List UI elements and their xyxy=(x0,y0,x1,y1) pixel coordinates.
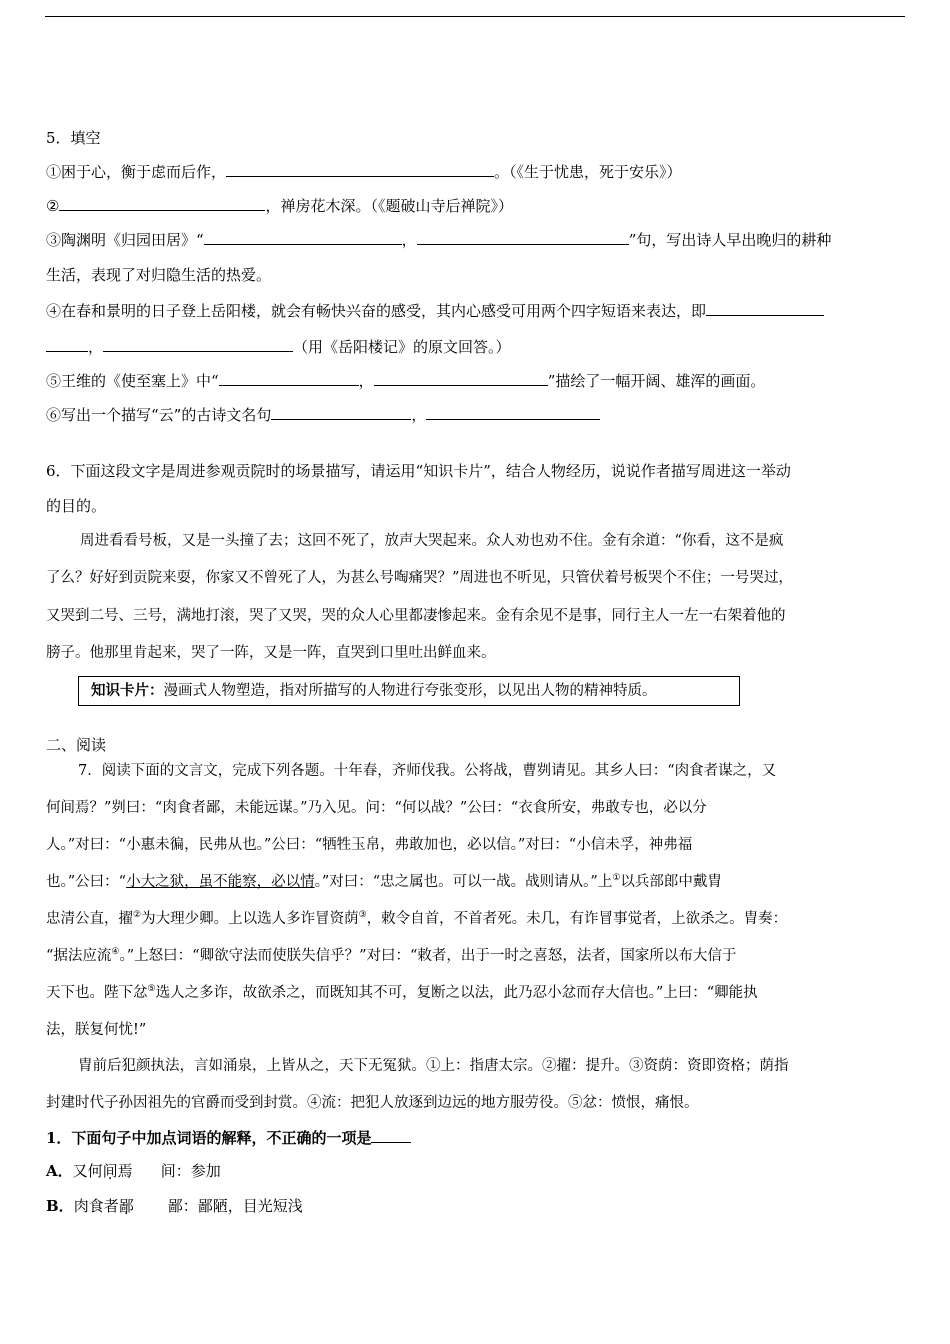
q7-line: 人。”对曰：“小惠未徧，民弗从也。”公曰：“牺牲玉帛，弗敢加也，必以信。”对曰：“小信未孚，神弗福 xyxy=(46,837,693,853)
q5-line-6: ， （用《岳阳楼记》的原文回答。） xyxy=(46,336,511,357)
q6-line-1: 6．下面这段文字是周进参观贡院时的场景描写，请运用“知识卡片”，结合人物经历，说说作者描写周进这一举动 xyxy=(46,462,791,480)
answer-blank[interactable] xyxy=(204,229,402,245)
q5-line-8: ⑥写出一个描写“云”的古诗文名句 ， xyxy=(46,404,600,425)
answer-blank[interactable] xyxy=(103,336,293,352)
q5-title: 5．填空 xyxy=(46,129,101,147)
dotted-word: 鄙 xyxy=(118,1197,134,1215)
q7-notes-line: 胄前后犯颜执法，言如涌泉，上皆从之，天下无冤狱。①上：指唐太宗。②擢：提升。③资荫：资即资格；荫指 xyxy=(78,1058,789,1074)
answer-blank[interactable] xyxy=(226,161,494,177)
q5-line-4: 生活，表现了对归隐生活的热爱。 xyxy=(46,266,272,284)
dotted-word: 间 xyxy=(102,1162,118,1180)
q6-passage-line: 膀子。他那里肯起来，哭了一阵，又是一阵，直哭到口里吐出鲜血来。 xyxy=(46,645,496,661)
q5-line-7: ⑤王维的《使至塞上》中“ ， ”描绘了一幅开阔、雄浑的画面。 xyxy=(46,372,766,390)
q7-line: 忠清公直，擢②为大理少卿。上以选人多诈冒资荫③，敕令自首，不首者死。未几，有诈冒事觉者，上欲杀之。胄奏： xyxy=(46,910,788,927)
answer-blank[interactable] xyxy=(417,229,629,245)
q6-passage-line: 了么？好好到贡院来耍，你家又不曾死了人，为甚么号啕痛哭？”周进也不听见，只管伏着号板哭个不住；一号哭过， xyxy=(46,570,793,586)
option-a[interactable]: A．又何间焉 间：参加 xyxy=(46,1162,221,1180)
answer-blank[interactable] xyxy=(59,195,265,211)
q5-line-3: ③陶渊明《归园田居》“ ， ”句，写出诗人早出晚归的耕种 xyxy=(46,231,832,249)
answer-blank[interactable] xyxy=(374,370,548,386)
answer-blank[interactable] xyxy=(46,336,88,352)
q5-line-2: ② ，禅房花木深。（《题破山寺后禅院》） xyxy=(46,197,513,215)
header-rule xyxy=(45,16,905,17)
option-b[interactable]: B．肉食者鄙 鄙：鄙陋，目光短浅 xyxy=(46,1197,303,1215)
answer-blank[interactable] xyxy=(219,370,359,386)
q6-line-2: 的目的。 xyxy=(46,497,107,515)
q7-line: “据法应流④。”上怒曰：“卿欲守法而使朕失信乎？”对曰：“敕者，出于一时之喜怒，法者，国家所以布大信于 xyxy=(46,947,737,964)
sub-question-1: 1．下面句子中加点词语的解释，不正确的一项是 xyxy=(46,1127,411,1148)
q5-line-5: ④在春和景明的日子登上岳阳楼，就会有畅快兴奋的感受，其内心感受可用两个四字短语来表达，即 xyxy=(46,300,824,321)
q7-line: 也。”公曰：“小大之狱，虽不能察，必以情。”对曰：“忠之属也。可以一战。战则请从。”上①以兵部郎中戴胄 xyxy=(46,873,722,890)
knowledge-card: 知识卡片：漫画式人物塑造，指对所描写的人物进行夸张变形，以见出人物的精神特质。 xyxy=(78,676,740,706)
answer-blank[interactable] xyxy=(271,404,411,420)
answer-blank[interactable] xyxy=(426,404,600,420)
q7-line: 法，朕复何忧!” xyxy=(46,1022,147,1038)
q7-notes-line: 封建时代子孙因祖先的官爵而受到封赏。④流：把犯人放逐到边远的地方服劳役。⑤忿：愤恨，痛恨。 xyxy=(46,1095,699,1111)
q6-passage-line: 周进看看号板，又是一头撞了去；这回不死了，放声大哭起来。众人劝也劝不住。金有余道：“你看，这不是疯 xyxy=(80,533,784,549)
underlined-sentence: 小大之狱，虽不能察，必以情 xyxy=(126,874,315,890)
q5-line-1: ①困于心，衡于虑而后作， 。（《生于忧患，死于安乐》） xyxy=(46,163,682,181)
answer-blank[interactable] xyxy=(371,1127,411,1143)
q7-line: 天下也。陛下忿⑤选人之多诈，故欲杀之，而既知其不可，复断之以法，此乃忍小忿而存大信也。”上曰：“卿能执 xyxy=(46,984,758,1001)
q6-passage-line: 又哭到二号、三号，满地打滚，哭了又哭，哭的众人心里都凄惨起来。金有余见不是事，同行主人一左一右架着他的 xyxy=(46,608,786,624)
q7-line: 何间焉？”刿曰：“肉食者鄙，未能远谋。”乃入见。问：“何以战？”公曰：“衣食所安，弗敢专也，必以分 xyxy=(46,800,707,816)
answer-blank[interactable] xyxy=(706,300,824,316)
section-heading: 二、阅读 xyxy=(46,736,107,754)
q7-line: 7．阅读下面的文言文，完成下列各题。十年春，齐师伐我。公将战，曹刿请见。其乡人曰：“肉食者谋之，又 xyxy=(78,763,777,779)
